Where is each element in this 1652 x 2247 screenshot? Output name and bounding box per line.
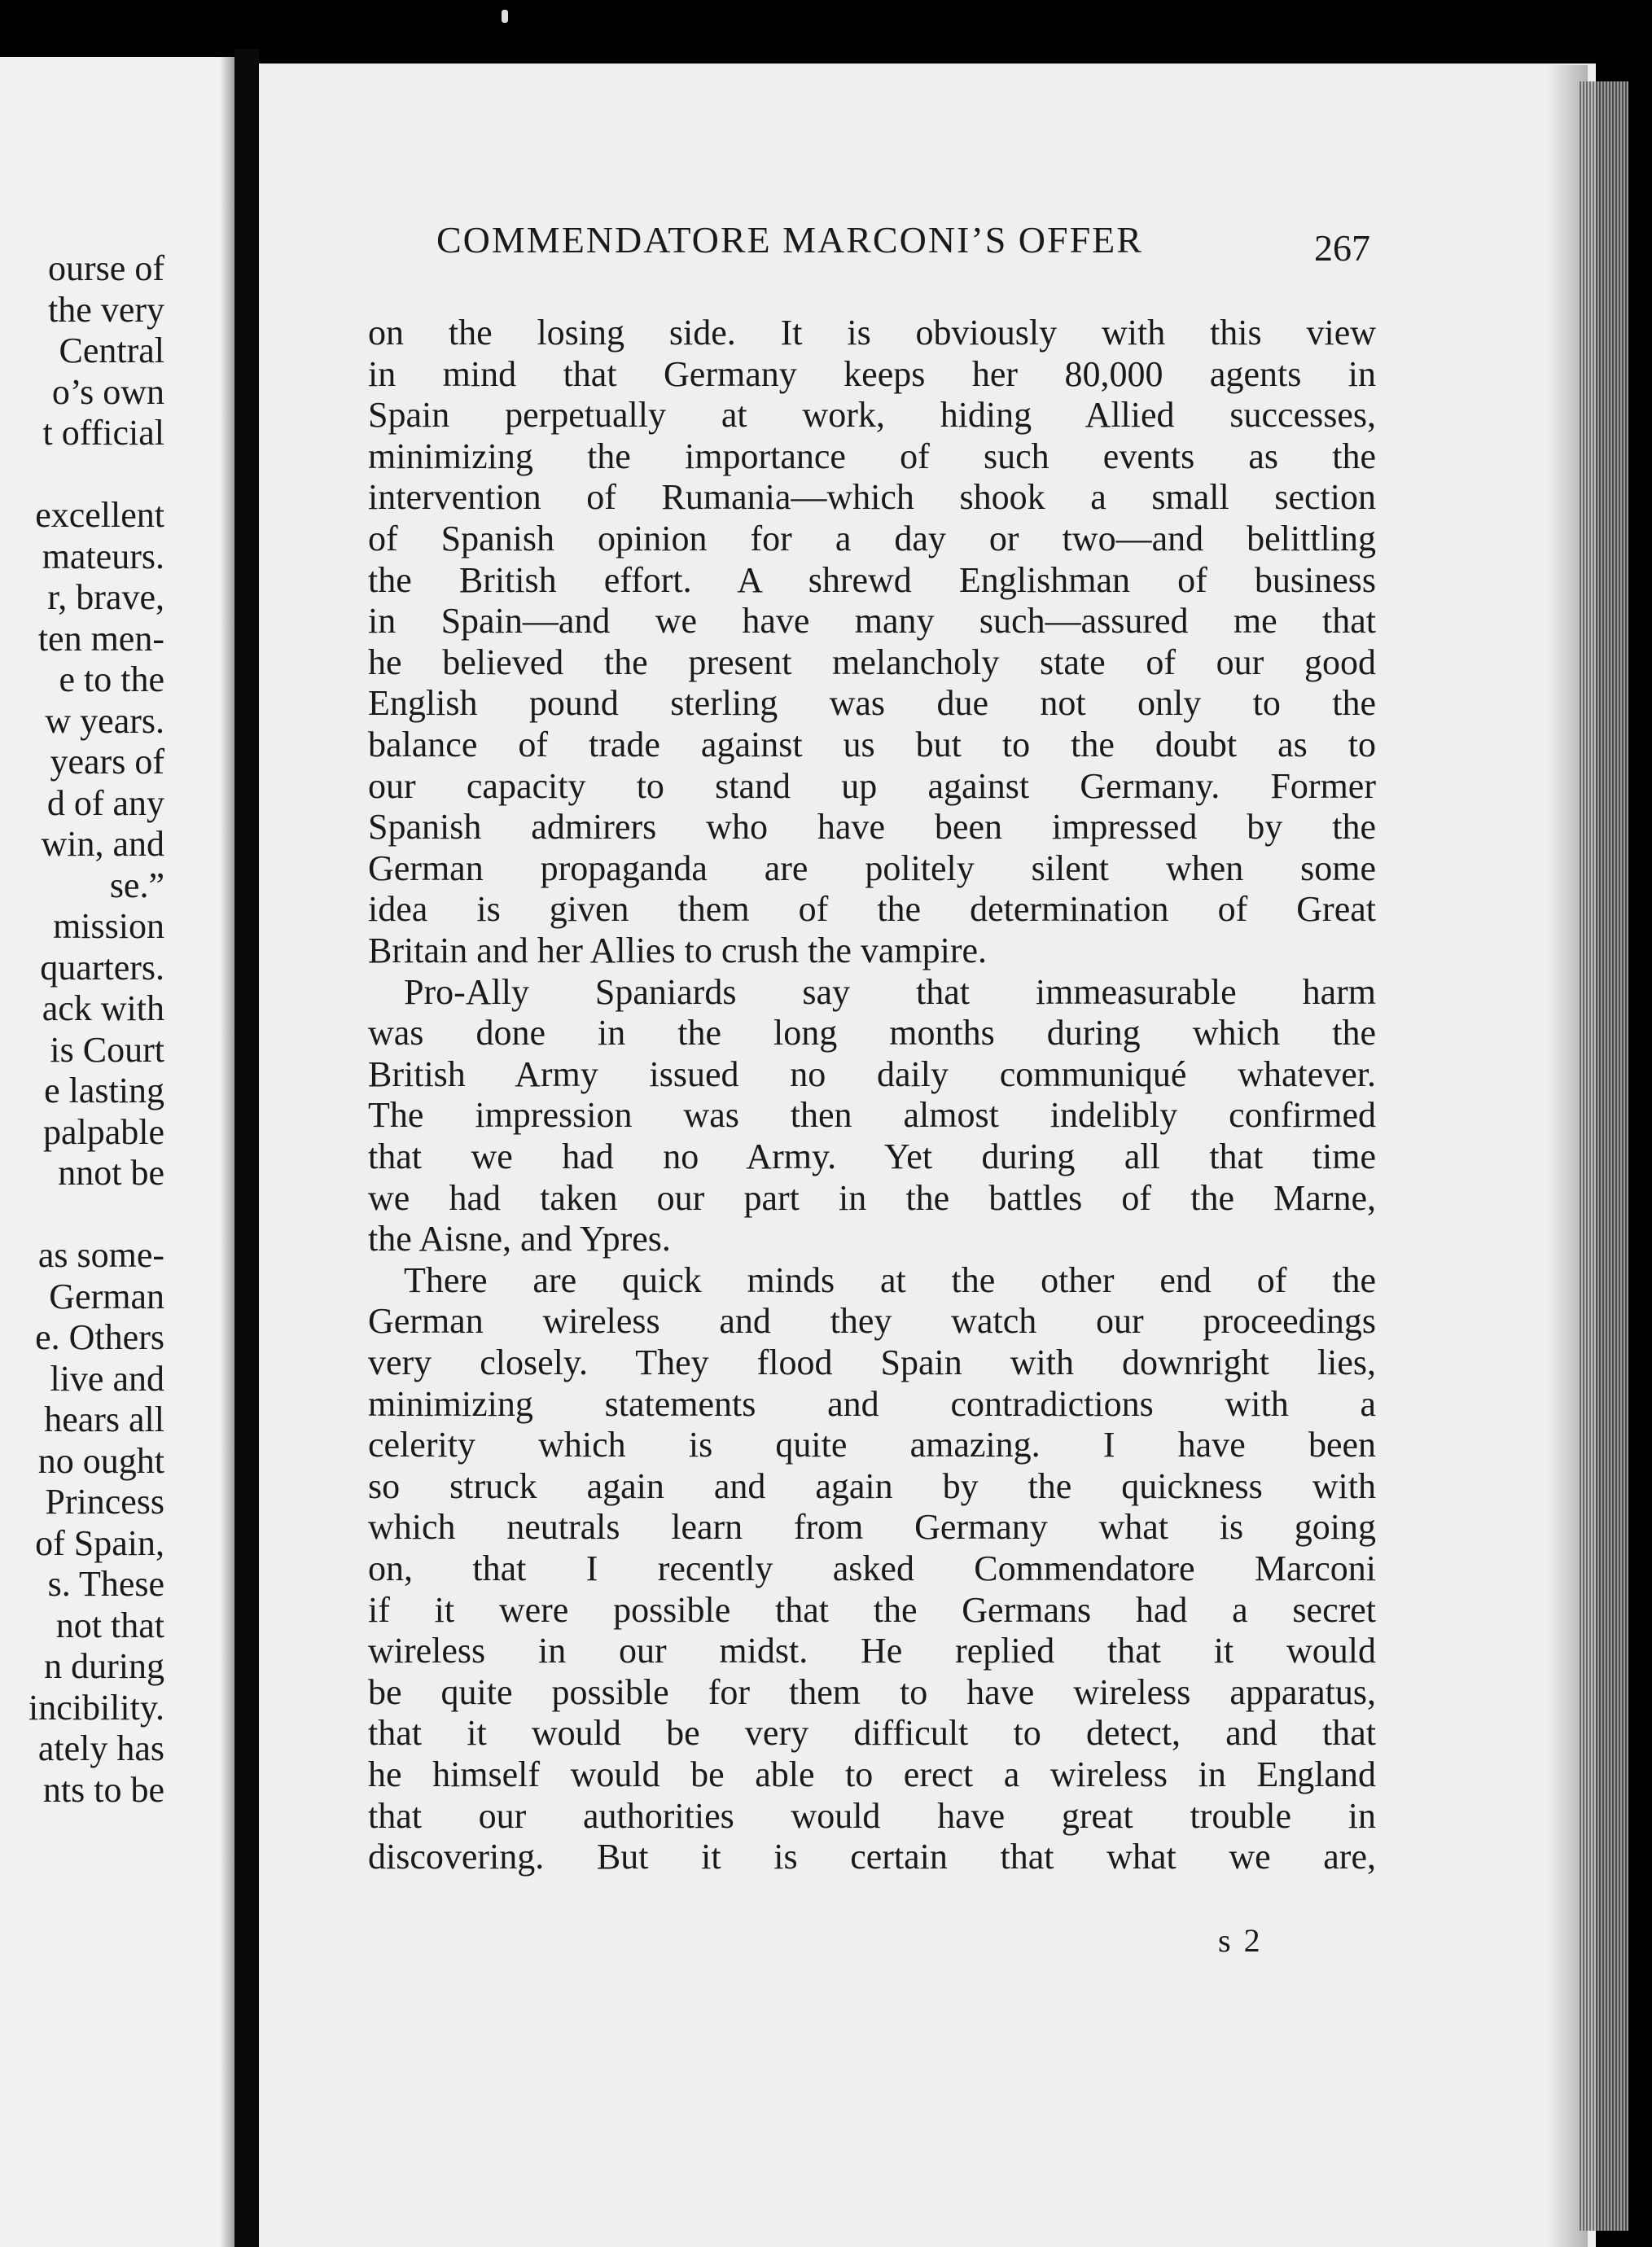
body-text-line: British Army issued no daily communiqué whatever. bbox=[368, 1053, 1376, 1094]
left-text-line: no ought bbox=[37, 1440, 164, 1481]
left-text-line: se.” bbox=[109, 865, 164, 905]
left-text-line: mission bbox=[53, 906, 164, 946]
right-page bbox=[259, 64, 1596, 2247]
body-text-line: was done in the long months during which the bbox=[368, 1013, 1376, 1053]
body-text-line: Spanish admirers who have been impressed by the bbox=[368, 807, 1376, 848]
spine-shadow bbox=[220, 57, 234, 2247]
body-text-line: minimizing the importance of such events as the bbox=[368, 436, 1376, 476]
body-text-line: which neutrals learn from Germany what is going bbox=[368, 1507, 1376, 1548]
left-text-line: e lasting bbox=[44, 1071, 164, 1110]
body-text-line: celerity which is quite amazing. I have been bbox=[368, 1425, 1376, 1465]
body-text-line: our capacity to stand up against Germany. Former bbox=[368, 765, 1376, 806]
left-text-line: e. Others bbox=[35, 1317, 164, 1357]
left-text-line: is Court bbox=[50, 1029, 164, 1070]
body-text-line: Pro-Ally Spaniards say that immeasurable harm bbox=[404, 971, 1376, 1012]
left-text-line: Princess bbox=[45, 1482, 164, 1522]
left-text-line: years of bbox=[50, 742, 164, 782]
left-text-line: t official bbox=[42, 413, 164, 453]
left-text-line: win, and bbox=[41, 824, 164, 864]
body-text-line: discovering. But it is certain that what we are, bbox=[368, 1837, 1376, 1877]
body-text-line: if it were possible that the Germans had a secret bbox=[368, 1589, 1376, 1630]
left-text-line: w years. bbox=[45, 700, 164, 741]
left-text-line: German bbox=[49, 1276, 164, 1316]
left-text-line: r, brave, bbox=[47, 577, 164, 617]
left-text-line: of Spain, bbox=[35, 1522, 164, 1563]
body-text-line: There are quick minds at the other end of the bbox=[404, 1259, 1376, 1300]
body-text-line: be quite possible for them to have wireless apparatus, bbox=[368, 1671, 1376, 1712]
body-text-line: balance of trade against us but to the doubt as to bbox=[368, 725, 1376, 764]
body-text-line: on, that I recently asked Commendatore Marconi bbox=[368, 1548, 1376, 1588]
left-text-line: nts to be bbox=[42, 1769, 164, 1810]
body-text-line: minimizing statements and contradictions with a bbox=[368, 1383, 1376, 1424]
body-text-line: that it would be very difficult to detect, and that bbox=[368, 1713, 1376, 1754]
running-head: COMMENDATORE MARCONI’S OFFER bbox=[436, 219, 1143, 261]
left-page bbox=[0, 57, 234, 2247]
body-text-line: of Spanish opinion for a day or two—and belittling bbox=[368, 519, 1376, 558]
left-text-line: palpable bbox=[42, 1111, 164, 1152]
left-text-line: the very bbox=[48, 289, 164, 330]
body-text-line: that we had no Army. Yet during all that time bbox=[368, 1137, 1376, 1176]
body-text-line: Britain and her Allies to crush the vampire. bbox=[368, 931, 988, 970]
left-text-line: Central bbox=[59, 331, 164, 370]
body-text-line: German wireless and they watch our proceedings bbox=[368, 1301, 1376, 1342]
left-text-line: n during bbox=[44, 1646, 164, 1686]
left-text-line: mateurs. bbox=[42, 536, 164, 576]
left-text-line: quarters. bbox=[40, 947, 164, 988]
left-text-line: d of any bbox=[46, 782, 164, 823]
left-text-line: not that bbox=[55, 1605, 164, 1645]
body-text-line: The impression was then almost indelibly confirmed bbox=[368, 1095, 1376, 1136]
left-text-line: ourse of bbox=[48, 248, 164, 288]
book-gutter bbox=[234, 49, 259, 2247]
left-text-line: e to the bbox=[59, 659, 164, 699]
body-text-line: in mind that Germany keeps her 80,000 agents in bbox=[368, 353, 1376, 394]
body-text-line: so struck again and again by the quickness with bbox=[368, 1465, 1376, 1506]
left-text-line: as some- bbox=[37, 1235, 164, 1275]
left-text-line: s. These bbox=[47, 1564, 164, 1604]
body-text-line: the Aisne, and Ypres. bbox=[368, 1219, 671, 1259]
body-text-line: he himself would be able to erect a wireless in England bbox=[368, 1754, 1376, 1794]
left-text-line: excellent bbox=[35, 495, 164, 535]
body-text-line: idea is given them of the determination of Great bbox=[368, 889, 1376, 930]
body-text-line: he believed the present melancholy state of our good bbox=[368, 642, 1376, 682]
left-text-line: ten men- bbox=[37, 618, 164, 659]
left-text-line: nnot be bbox=[58, 1153, 164, 1193]
body-text-line: Spain perpetually at work, hiding Allied successes, bbox=[368, 395, 1376, 436]
body-text-line: English pound sterling was due not only to the bbox=[368, 683, 1376, 724]
scan-artifact-mark bbox=[502, 10, 508, 23]
body-text-line: we had taken our part in the battles of the Marne, bbox=[368, 1177, 1376, 1218]
left-text-line: ately has bbox=[37, 1728, 164, 1768]
body-text-line: the British effort. A shrewd Englishman of business bbox=[368, 559, 1376, 600]
signature-mark: s 2 bbox=[1218, 1922, 1263, 1959]
page-stack-edge bbox=[1580, 81, 1628, 2231]
page-number: 267 bbox=[1314, 227, 1370, 269]
left-text-line: o’s own bbox=[51, 371, 164, 412]
left-text-line: incibility. bbox=[28, 1687, 164, 1728]
body-text-line: wireless in our midst. He replied that it would bbox=[368, 1631, 1376, 1671]
body-text-line: German propaganda are politely silent when some bbox=[368, 848, 1376, 888]
left-text-line: live and bbox=[50, 1358, 164, 1399]
left-text-line: hears all bbox=[44, 1399, 164, 1439]
body-text-line: very closely. They flood Spain with downright lies, bbox=[368, 1343, 1376, 1382]
body-text-line: in Spain—and we have many such—assured me that bbox=[368, 601, 1376, 642]
body-text-line: that our authorities would have great trouble in bbox=[368, 1795, 1376, 1836]
left-text-line: ack with bbox=[42, 988, 164, 1028]
body-text-line: intervention of Rumania—which shook a small section bbox=[368, 477, 1376, 518]
body-text-line: on the losing side. It is obviously with this view bbox=[368, 313, 1376, 353]
